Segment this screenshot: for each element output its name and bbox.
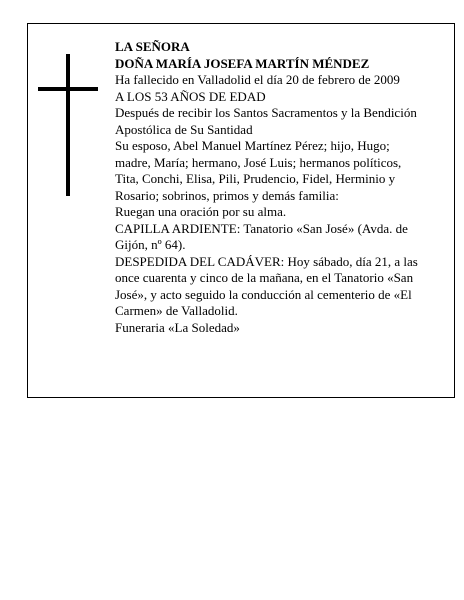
cross-horizontal-bar xyxy=(38,87,98,91)
cross-vertical-bar xyxy=(66,54,70,196)
latin-cross-icon xyxy=(38,54,98,196)
deceased-name: DOÑA MARÍA JOSEFA MARTÍN MÉNDEZ xyxy=(115,55,370,71)
death-announcement: Ha fallecido en Valladolid el día 20 de febrero de 2009 xyxy=(115,72,400,87)
sacraments-paragraph: Después de recibir los Santos Sacramentos y la Bendición Apostólica de Su Santidad xyxy=(115,105,417,137)
farewell-info: DESPEDIDA DEL CADÁVER: Hoy sábado, día 21, a las once cuarenta y cinco de la mañana, en el Tanatorio «San José», y acto seguido la conducción al cementerio de «El Carmen» de Valladolid. xyxy=(115,253,418,318)
chapel-info: CAPILLA ARDIENTE: Tanatorio «San José» (Avda. de Gijón, nº 64). xyxy=(115,220,408,252)
age-line: A LOS 53 AÑOS DE EDAD xyxy=(115,88,266,104)
notice-title: LA SEÑORA xyxy=(115,39,190,54)
funeral-home: Funeraria «La Soledad» xyxy=(115,319,240,335)
prayer-request: Ruegan una oración por su alma. xyxy=(115,204,287,219)
obituary-text-block xyxy=(115,39,427,336)
family-paragraph: Su esposo, Abel Manuel Martínez Pérez; hijo, Hugo; madre, María; hermano, José Luis; hermanos políticos, Tita, Conchi, Elisa, Pili, Prudencio, Fidel, Herminio y Rosario; sobrinos, primos y demás familia: xyxy=(115,138,402,203)
